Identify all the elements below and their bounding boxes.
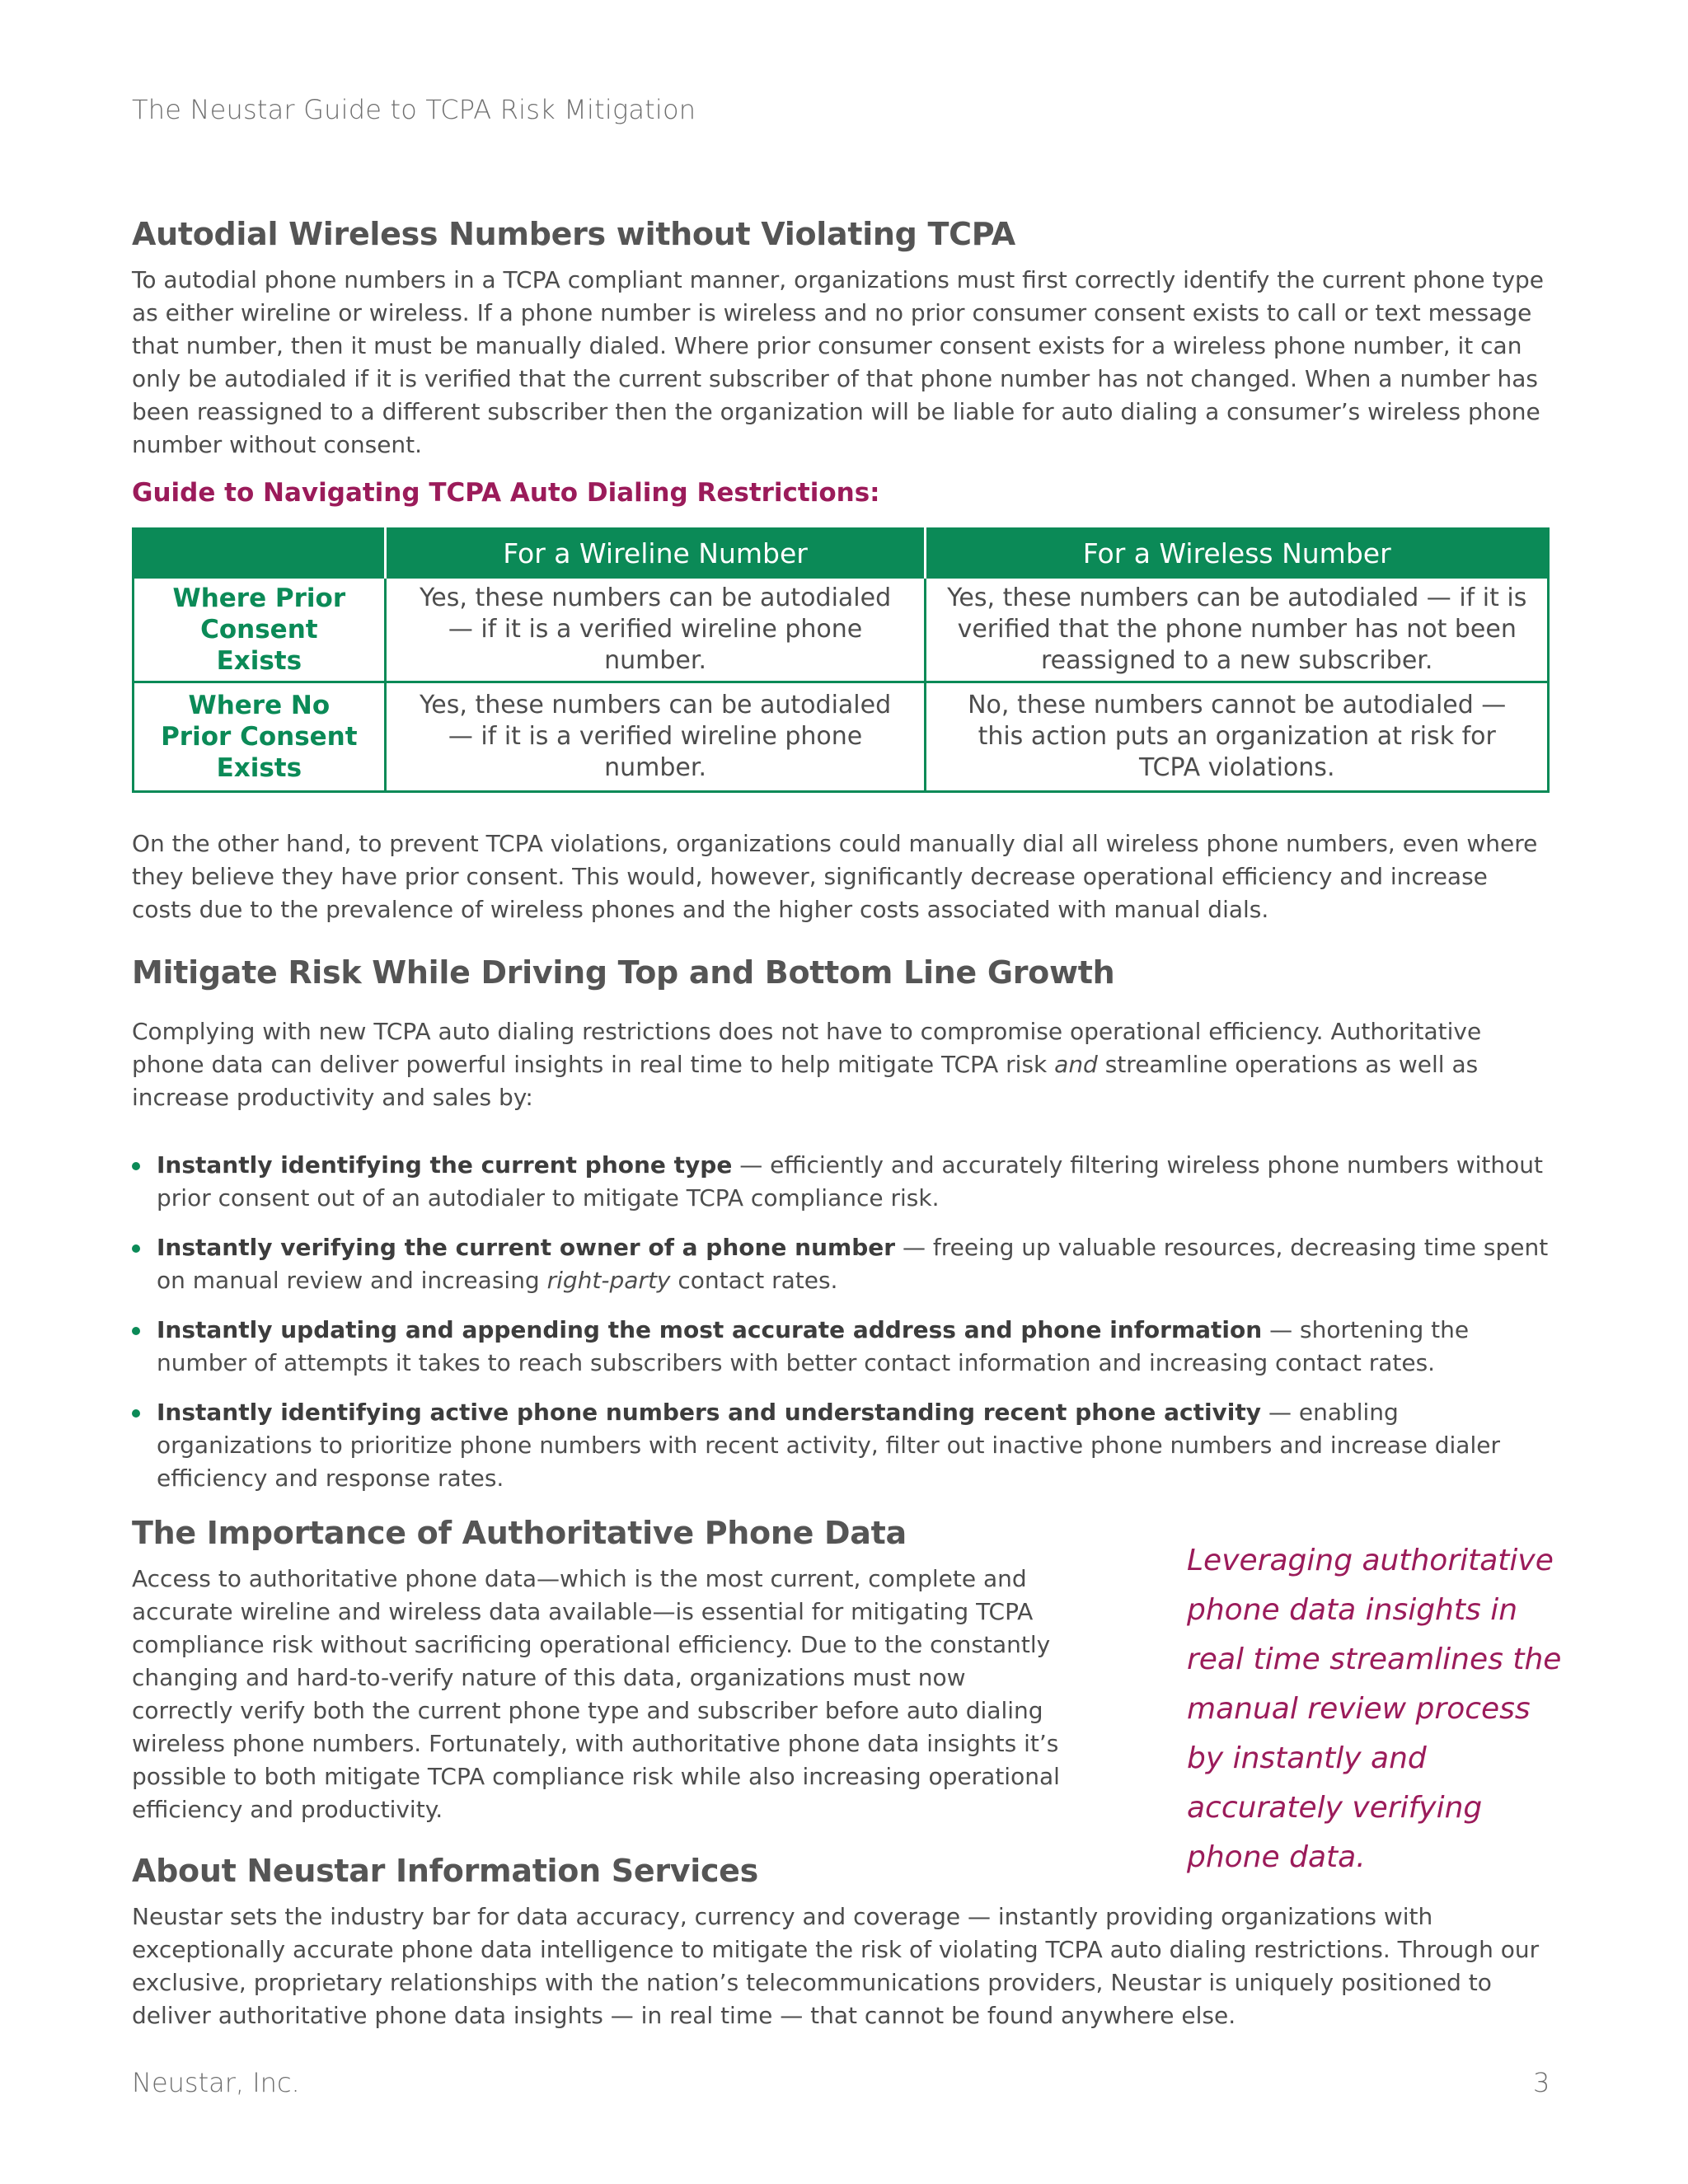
section-heading-about: About Neustar Information Services <box>132 1853 758 1889</box>
bullet-text-end: contact rates. <box>670 1267 838 1294</box>
intro-text-end: streamline operations as well as increase productivity and sales by: <box>132 1051 1479 1111</box>
row-label-prior-consent: Where Prior Consent Exists <box>134 578 386 682</box>
section-body-autodial: To autodial phone numbers in a TCPA compliant manner, organizations must first correctly identify the current phone type as either wireline or wireless. If a phone number is wireless and no prior consumer consent exists to call or text message that number, then it must be manually dialed. Where prior consumer consent exists for a wireless phone number, it can only be autodialed if it is verified that the current subscriber of that phone number has not changed. When a number has been reassigned to a different subscriber then the organization will be liable for auto dialing a consumer’s wireless phone number without consent. <box>132 266 1545 458</box>
section-intro-mitigate <box>132 1015 1550 1114</box>
cell-no-prior-wireline: Yes, these numbers can be autodialed — if it is a verified wireline phone number. <box>385 682 926 792</box>
table-row <box>134 682 1549 792</box>
pull-quote: Leveraging authoritative phone data insights in real time streamlines the manual review process by instantly and accurately verifying phone data. <box>1187 1544 1562 1874</box>
bullet-lead: Instantly identifying the current phone type <box>157 1151 733 1179</box>
section-body-importance: Access to authoritative phone data—which is the most current, complete and accurate wireline and wireless data available—is essential for mitigating TCPA compliance risk without sacrificing operational efficiency. Due to the constantly changing and hard-to-verify nature of this data, organizations must now correctly verify both the current phone type and subscriber before auto dialing wireless phone numbers. Fortunately, with authoritative phone data insights it’s possible to both mitigate TCPA compliance risk while also increasing operational efficiency and productivity. <box>132 1565 1060 1823</box>
cell-prior-wireless: Yes, these numbers can be autodialed — if it is verified that the phone number has not been reassigned to a new subscriber. <box>926 578 1549 682</box>
bullet-lead: Instantly verifying the current owner of a phone number <box>157 1234 896 1261</box>
bullet-dot-icon <box>132 1327 140 1335</box>
table-header-wireless: For a Wireless Number <box>926 529 1549 578</box>
page-content <box>132 216 1562 2032</box>
running-header: The Neustar Guide to TCPA Risk Mitigation <box>132 94 696 125</box>
list-item <box>132 1314 1550 1380</box>
bullet-dot-icon <box>132 1244 140 1253</box>
importance-column <box>132 1515 1071 1826</box>
section-heading-importance: The Importance of Authoritative Phone Data <box>132 1515 907 1551</box>
table-header-wireline: For a Wireline Number <box>385 529 926 578</box>
benefit-list <box>132 1149 1550 1495</box>
bullet-text: — shortening the number of attempts it takes to reach subscribers with better contact information and increasing contact rates. <box>157 1316 1470 1376</box>
bullet-lead: Instantly identifying active phone numbers and understanding recent phone activity <box>157 1399 1262 1426</box>
intro-text: Complying with new TCPA auto dialing restrictions does not have to compromise operational efficiency. Authoritative phone data can deliver powerful insights in real time to help mitigate TCPA risk <box>132 1018 1482 1078</box>
bullet-text: — enabling organizations to prioritize phone numbers with recent activity, filter out inactive phone numbers and increase dialer efficiency and response rates. <box>157 1399 1500 1492</box>
list-item <box>132 1396 1550 1495</box>
tcpa-restrictions-table <box>132 527 1550 793</box>
list-item <box>132 1149 1550 1215</box>
bullet-text: — efficiently and accurately filtering wireless phone numbers without prior consent out of an autodialer to mitigate TCPA compliance risk. <box>157 1151 1543 1212</box>
row-label-no-prior-consent: Where No Prior Consent Exists <box>134 682 386 792</box>
table-header-empty <box>134 529 386 578</box>
footer-company: Neustar, Inc. <box>132 2067 300 2098</box>
bullet-text: — freeing up valuable resources, decreasing time spent on manual review and increasing <box>157 1234 1549 1294</box>
section-heading-autodial: Autodial Wireless Numbers without Violating TCPA <box>132 216 1015 252</box>
after-table-paragraph: On the other hand, to prevent TCPA violations, organizations could manually dial all wireless phone numbers, even where they believe they have prior consent. This would, however, significantly decrease operational efficiency and increase costs due to the prevalence of wireless phones and the higher costs associated with manual dials. <box>132 830 1538 923</box>
bullet-emphasis: right-party <box>546 1267 671 1294</box>
cell-prior-wireline: Yes, these numbers can be autodialed — if it is a verified wireline phone number. <box>385 578 926 682</box>
table-title: Guide to Navigating TCPA Auto Dialing Restrictions: <box>132 478 880 508</box>
table-header-row <box>134 529 1549 578</box>
table-row <box>134 578 1549 682</box>
cell-no-prior-wireless: No, these numbers cannot be autodialed — this action puts an organization at risk for TCPA violations. <box>926 682 1549 792</box>
bullet-dot-icon <box>132 1162 140 1170</box>
page-number: 3 <box>1533 2067 1550 2098</box>
section-body-about: Neustar sets the industry bar for data accuracy, currency and coverage — instantly providing organizations with exceptionally accurate phone data intelligence to mitigate the risk of violating TCPA auto dialing restrictions. Through our exclusive, proprietary relationships with the nation’s telecommunications providers, Neustar is uniquely positioned to deliver authoritative phone data insights — in real time — that cannot be found anywhere else. <box>132 1903 1540 2029</box>
section-heading-mitigate: Mitigate Risk While Driving Top and Bottom Line Growth <box>132 954 1115 991</box>
intro-emphasis: and <box>1054 1051 1098 1078</box>
bullet-dot-icon <box>132 1409 140 1418</box>
list-item <box>132 1231 1550 1297</box>
bullet-lead: Instantly updating and appending the most accurate address and phone information <box>157 1316 1263 1343</box>
